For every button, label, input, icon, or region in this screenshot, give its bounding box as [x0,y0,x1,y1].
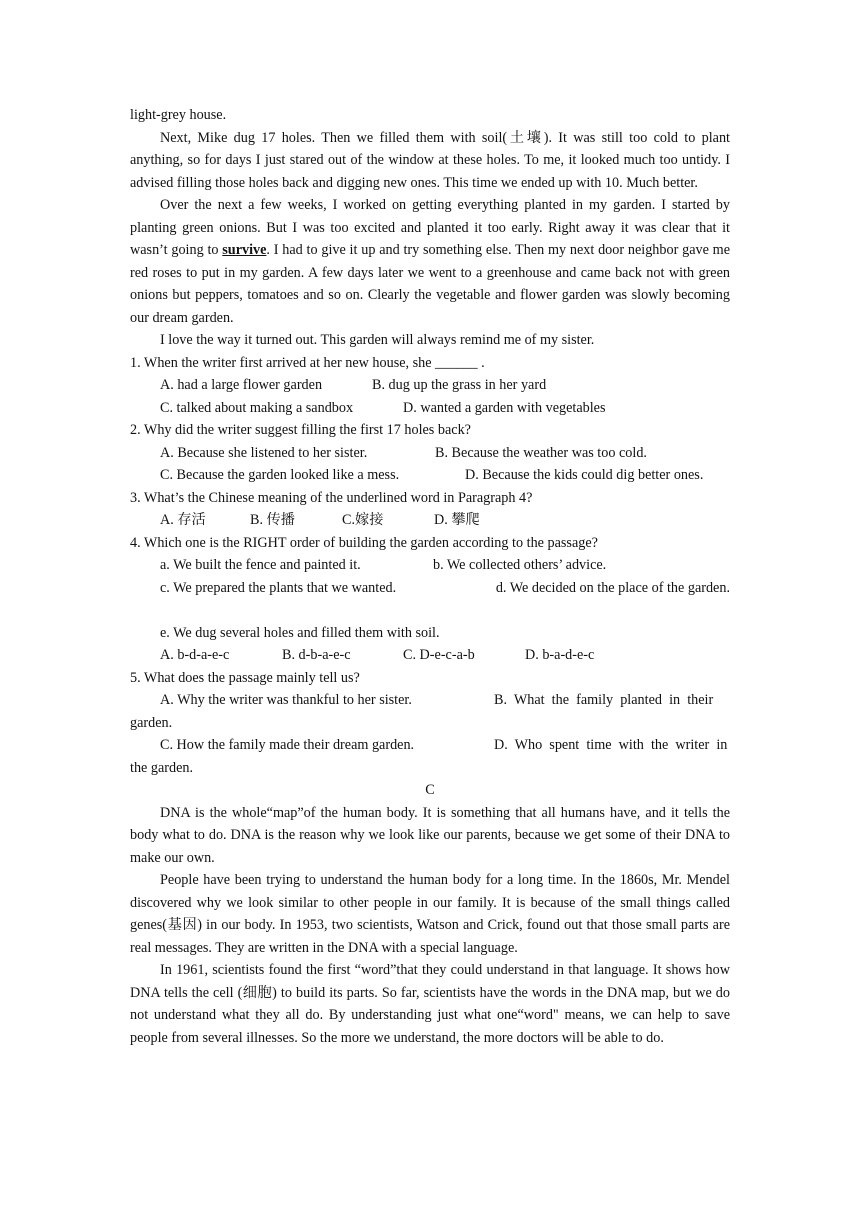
paragraph-continued: light-grey house. [130,107,227,123]
options-row [130,689,730,712]
options-row [130,442,730,465]
option: C.嫁接 [342,512,384,528]
option: D. 攀爬 [434,512,480,528]
paragraph: In 1961, scientists found the first “word”that they could understand in that language. It shows how DNA tells the cell (细胞) to build its parts. So far, scientists have the words in the DNA map, but we do not understand what they all do. By understanding just what one“word" means, we can help to save people from several illnesses. So the more we understand, the more doctors will be able to do. [130,962,730,1046]
option: a. We built the fence and painted it. [160,557,361,573]
option: d. We decided on the place of the garden. [495,579,730,596]
option: B. d-b-a-e-c [282,647,351,663]
option-wrap: garden. [130,714,173,731]
option: c. We prepared the plants that we wanted. [160,579,397,596]
options-row [130,374,730,397]
paragraph: DNA is the whole“map”of the human body. It is something that all humans have, and it tells the body what to do. DNA is the reason why we look like our parents, because we get some of their DNA to make our own. [130,804,730,866]
options-row [130,734,730,757]
paragraph [130,194,730,329]
option: D. Because the kids could dig better ones. [465,467,704,483]
paragraph: Next, Mike dug 17 holes. Then we filled them with soil(土壤). It was still too cold to plant anything, so for days I just stared out of the window at these holes. To me, it looked much too untidy. I advised filling those holes back and digging new ones. This time we ended up with 10. Much better. [130,129,730,191]
option: C. D-e-c-a-b [403,647,475,663]
option: B. dug up the grass in her yard [372,377,547,393]
option: A. had a large flower garden [160,377,323,393]
option: A. 存活 [160,512,206,528]
section-heading: C [425,782,435,798]
option: C. talked about making a sandbox [160,399,354,416]
option: A. b-d-a-e-c [160,647,230,663]
question-2: 2. Why did the writer suggest filling the first 17 holes back? [130,422,471,438]
option: B. 传播 [250,512,295,528]
question-4: 4. Which one is the RIGHT order of building the garden according to the passage? [130,534,598,551]
underlined-word: survive [222,242,267,258]
option-wrap: the garden. [130,759,194,776]
question-3: 3. What’s the Chinese meaning of the underlined word in Paragraph 4? [130,489,533,506]
options-row [130,464,730,487]
option: A. Why the writer was thankful to her sister. [160,692,412,708]
paragraph-text: Over the next a few weeks, I worked on getting everything planted in my garden. I started by planting green onions. But I was too excited and planted it too early. Right away it was clear that it wasn’t going to [130,197,730,258]
option: C. How the family made their dream garden. [160,737,415,753]
paragraph-text: . I had to give it up and try something else. Then my next door neighbor gave me red roses to put in my garden. A few days later we went to a greenhouse and came back not with green onions but peppers, tomatoes and so on. Clearly the vegetable and flower garden was slowly becoming our dream garden. [130,242,730,326]
options-row [130,509,730,532]
question-1: 1. When the writer first arrived at her new house, she ______ . [130,354,485,371]
option-line: e. We dug several holes and filled them with soil. [160,624,440,641]
question-5: 5. What does the passage mainly tell us? [130,669,360,686]
option: B. What the family planted in their [494,692,714,708]
option: B. Because the weather was too cold. [435,444,647,461]
options-row [130,397,730,420]
option: C. Because the garden looked like a mess. [160,467,400,483]
option: D. Who spent time with the writer in [494,737,728,753]
options-row [130,554,730,577]
option: b. We collected others’ advice. [433,557,607,573]
blank-line [130,599,730,622]
options-row [130,577,730,600]
option: A. Because she listened to her sister. [160,444,368,461]
page-content [130,104,730,1049]
paragraph: People have been trying to understand the human body for a long time. In the 1860s, Mr. Mendel discovered why we look similar to other people in our family. It is because of the small things called genes(基因) in our body. In 1953, two scientists, Watson and Crick, found out that those small parts are real messages. They are written in the DNA with a special language. [130,872,730,956]
option: D. b-a-d-e-c [525,647,595,663]
option: D. wanted a garden with vegetables [403,399,606,416]
options-row [130,644,730,667]
paragraph: I love the way it turned out. This garden will always remind me of my sister. [160,332,595,348]
